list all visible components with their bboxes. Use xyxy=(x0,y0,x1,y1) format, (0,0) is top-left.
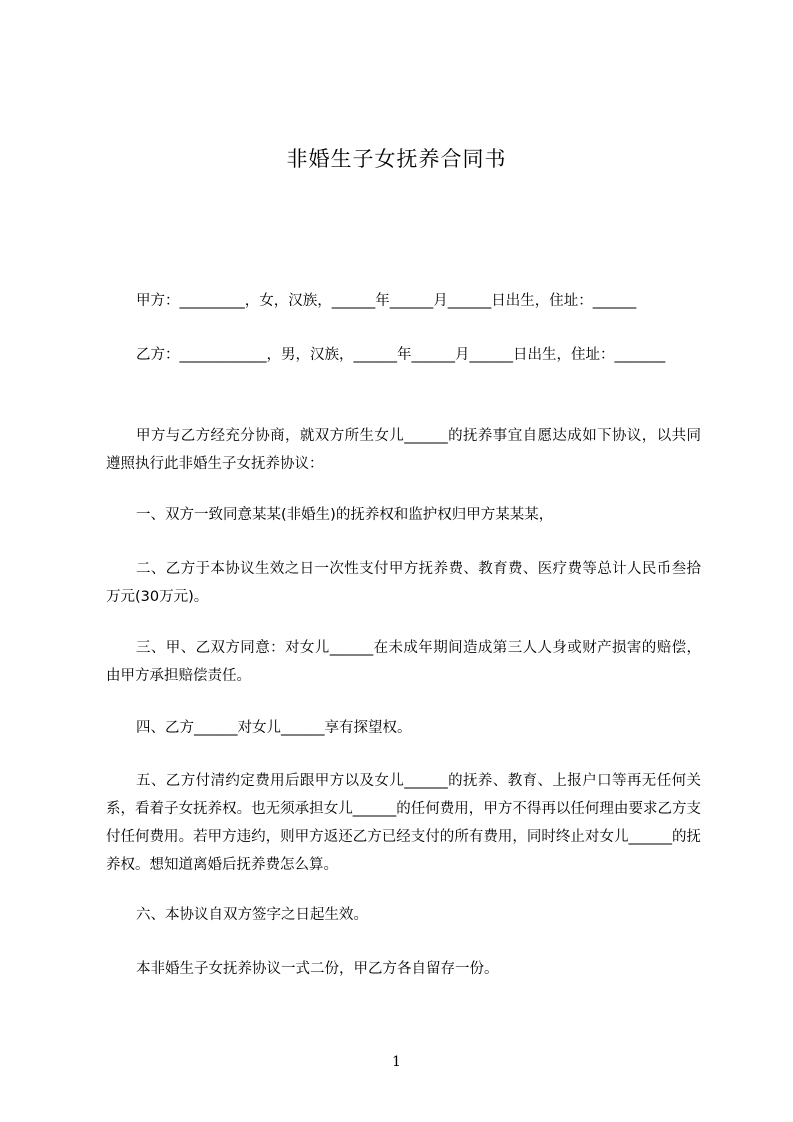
party-b-paragraph: 乙方：____________，男，汉族，______年______月______日出生，住址：_______ xyxy=(136,347,666,363)
clause-5-paragraph: 五、乙方付清约定费用后跟甲方以及女儿______的抚养、教育、上报户口等再无任何关系，看着子女抚养权。也无须承担女儿______的任何费用，甲方不得再以任何理由要求乙方支付任何费用。若甲方违约，则甲方返还乙方已经支付的所有费用，同时终止对女儿______的抚养权。想知道离婚后抚养费怎么算。 xyxy=(106,773,701,873)
clause-6-paragraph: 六、本协议自双方签字之日起生效。 xyxy=(136,907,368,923)
party-a-paragraph: 甲方：_________，女，汉族，______年______月______日出生，住址：______ xyxy=(136,293,637,309)
clause-3-paragraph: 三、甲、乙双方同意：对女儿______在未成年期间造成第三人人身或财产损害的赔偿，由甲方承担赔偿责任。 xyxy=(106,640,701,684)
clause-4-paragraph: 四、乙方______对女儿______享有探望权。 xyxy=(136,720,412,736)
page-number: 1 xyxy=(392,1054,401,1070)
document-title: 非婚生子女抚养合同书 xyxy=(286,147,507,171)
closing-paragraph: 本非婚生子女抚养协议一式二份，甲乙方各自留存一份。 xyxy=(136,961,499,977)
preamble-paragraph: 甲方与乙方经充分协商，就双方所生女儿______的抚养事宜自愿达成如下协议，以共同遵照执行此非婚生子女抚养协议： xyxy=(106,428,701,472)
clause-2-paragraph: 二、乙方于本协议生效之日一次性支付甲方抚养费、教育费、医疗费等总计人民币叁拾万元(30万元)。 xyxy=(106,561,701,605)
clause-1-paragraph: 一、双方一致同意某某(非婚生)的抚养权和监护权归甲方某某某， xyxy=(136,507,554,523)
